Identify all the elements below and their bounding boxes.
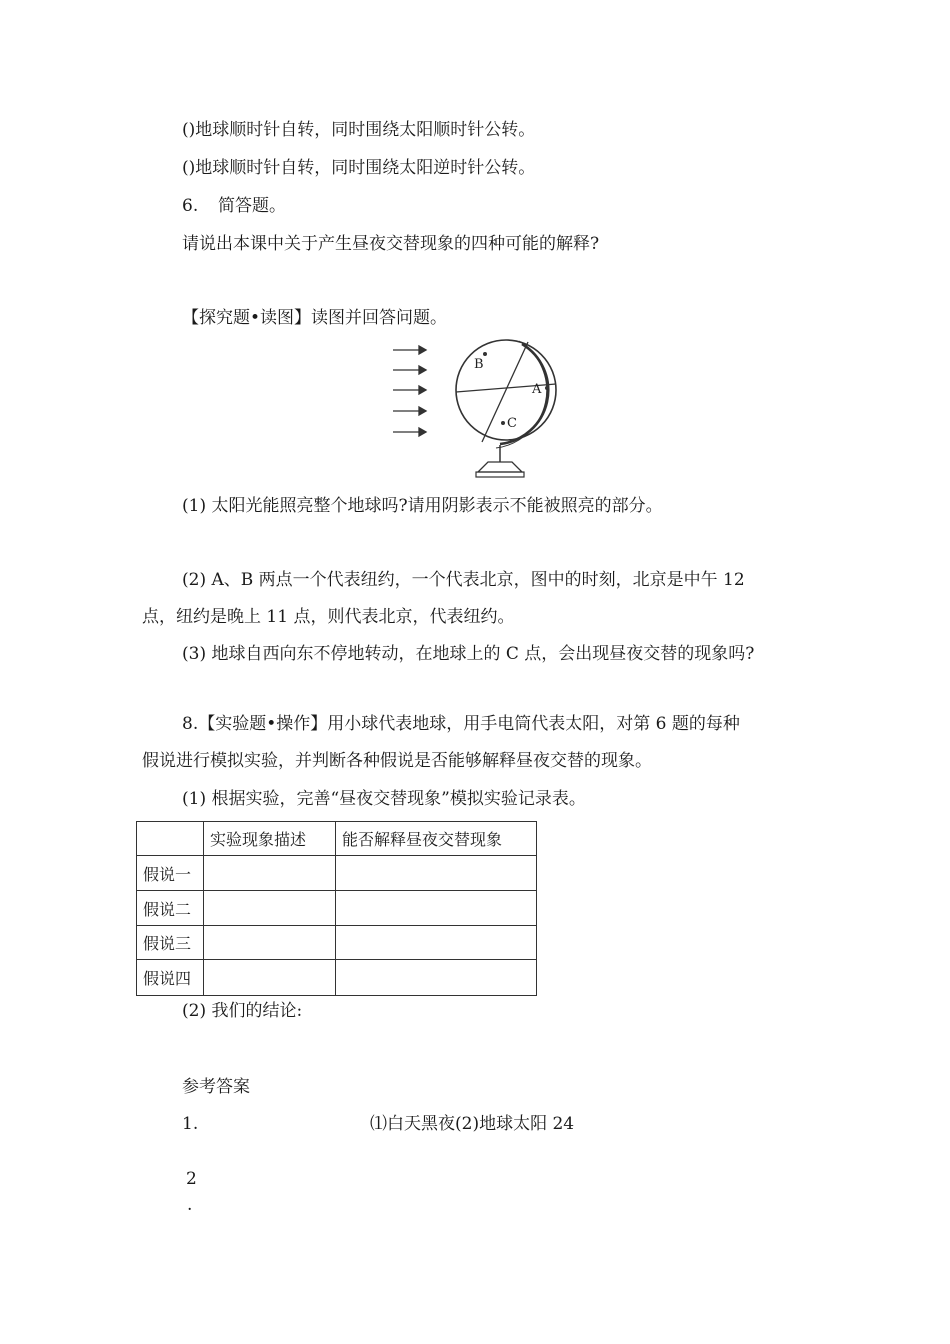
- row-label: 假说三: [137, 926, 204, 960]
- question-8-part-2: (2) 我们的结论:: [182, 1001, 303, 1021]
- answers-title: 参考答案: [182, 1077, 250, 1097]
- question-6-title: 简答题。: [218, 196, 286, 216]
- answer-2-number: 2: [186, 1169, 197, 1189]
- explain-cell: [336, 891, 537, 926]
- label-b: B: [474, 357, 484, 372]
- table-row: [137, 856, 537, 891]
- table-row: [137, 926, 537, 960]
- table-row: [137, 960, 537, 996]
- option-a: ()地球顺时针自转，同时围绕太阳顺时针公转。: [182, 120, 536, 140]
- explain-cell: [336, 960, 537, 996]
- explain-cell: [336, 856, 537, 891]
- description-cell: [204, 856, 336, 891]
- question-7-part-2-line-1: (2) A、B 两点一个代表纽约，一个代表北京，图中的时刻，北京是中午 12: [182, 570, 745, 590]
- label-c: C: [507, 416, 517, 431]
- question-6-text: 请说出本课中关于产生昼夜交替现象的四种可能的解释?: [182, 234, 600, 254]
- answer-2-dot: .: [187, 1195, 193, 1215]
- description-cell: [204, 891, 336, 926]
- option-b: ()地球顺时针自转，同时围绕太阳逆时针公转。: [182, 158, 536, 178]
- answer-1-number: 1.: [182, 1114, 199, 1134]
- row-label: 假说一: [137, 856, 204, 891]
- question-8-part-1: (1) 根据实验，完善“昼夜交替现象”模拟实验记录表。: [182, 789, 586, 809]
- table-header-row: [137, 822, 537, 856]
- table-row: [137, 891, 537, 926]
- globe-diagram: [388, 338, 568, 480]
- question-6-number: 6.: [182, 196, 199, 216]
- question-7-part-2-line-2: 点，纽约是晚上 11 点，则代表北京，代表纽约。: [142, 607, 515, 627]
- description-cell: [204, 960, 336, 996]
- question-7-part-1: (1) 太阳光能照亮整个地球吗?请用阴影表示不能被照亮的部分。: [182, 496, 663, 516]
- label-a: A: [532, 382, 542, 397]
- experiment-record-table: [136, 821, 537, 996]
- description-cell: [204, 926, 336, 960]
- question-7-part-3: (3) 地球自西向东不停地转动，在地球上的 C 点，会出现昼夜交替的现象吗?: [182, 644, 755, 664]
- explain-cell: [336, 926, 537, 960]
- row-label: 假说二: [137, 891, 204, 926]
- question-8-line-1: 8.【实验题•操作】用小球代表地球，用手电筒代表太阳，对第 6 题的每种: [182, 714, 740, 734]
- table-header-cell: 实验现象描述: [204, 822, 336, 856]
- question-7-title: 【探究题•读图】读图并回答问题。: [182, 308, 448, 328]
- table-header-cell: 能否解释昼夜交替现象: [336, 822, 537, 856]
- row-label: 假说四: [137, 960, 204, 996]
- question-8-line-2: 假说进行模拟实验，并判断各种假说是否能够解释昼夜交替的现象。: [142, 751, 652, 771]
- table-header-cell: [137, 822, 204, 856]
- answer-1-text: ⑴白天黑夜(2)地球太阳 24: [370, 1114, 575, 1134]
